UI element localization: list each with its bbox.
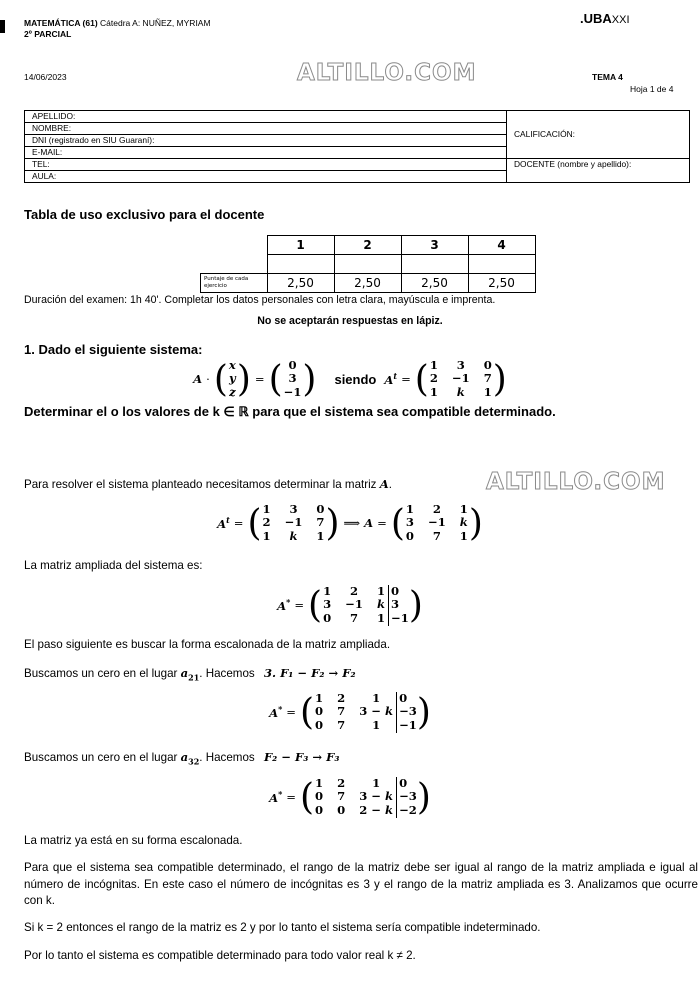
left-paren: ( bbox=[414, 358, 429, 400]
teacher-table-title: Tabla de uso exclusivo para el docente bbox=[24, 207, 265, 222]
vector-entries: x y z bbox=[228, 357, 236, 399]
equals-sign: = bbox=[377, 516, 387, 530]
matrix-a bbox=[391, 503, 483, 544]
equals-sign: = bbox=[294, 598, 305, 612]
matrix-entries: 1 2 1 0 7 3 − k 0 7 1 bbox=[315, 690, 394, 732]
augmented-matrix-2 bbox=[0, 690, 700, 734]
right-paren: ) bbox=[492, 358, 507, 400]
step-two-suffix: . Hacemos bbox=[199, 751, 255, 764]
augmented-column: 0 −3 −1 bbox=[396, 692, 417, 733]
matrix-entries: 1 3 0 2 −1 7 1 k 1 bbox=[262, 501, 325, 543]
duration-text: Duración del examen: 1h 40'. Completar los datos personales con letra clara, mayúscula e imprenta. bbox=[24, 294, 496, 306]
left-paren: ( bbox=[299, 691, 315, 733]
grade-cell[interactable] bbox=[267, 255, 334, 274]
matrix-entries: 1 2 1 3 −1 k 0 7 1 bbox=[405, 501, 468, 543]
calificacion-field[interactable]: CALIFICACIÓN: bbox=[507, 111, 690, 159]
matrix-entries: 1 2 1 0 7 3 − k 0 0 2 − k bbox=[315, 775, 394, 817]
matrix-entries: 1 2 1 3 −1 k 0 7 1 bbox=[323, 583, 386, 625]
exam-name: 2º PARCIAL bbox=[24, 29, 72, 39]
equals-sign: = bbox=[401, 372, 411, 386]
vector-xyz bbox=[214, 359, 251, 400]
apellido-field[interactable]: APELLIDO: bbox=[25, 111, 507, 123]
equals-sign: = bbox=[286, 790, 296, 804]
matrix-augmented bbox=[300, 777, 431, 818]
course-header bbox=[24, 18, 211, 40]
augmented-intro: La matriz ampliada del sistema es: bbox=[24, 559, 203, 572]
black-marker bbox=[0, 20, 5, 33]
augmented-symbol: A* bbox=[269, 704, 283, 720]
augmented-matrix-3 bbox=[0, 775, 700, 819]
vector-rhs bbox=[269, 359, 317, 400]
tel-field[interactable]: TEL: bbox=[25, 159, 507, 171]
step-one-text: Buscamos un cero en el lugar bbox=[24, 667, 178, 680]
matrix-a-symbol: A bbox=[193, 372, 203, 386]
transpose-equation bbox=[0, 501, 700, 545]
position-a21: $a_{21}$ bbox=[180, 666, 200, 683]
step-one bbox=[24, 666, 356, 682]
matrix-at-symbol: $A^t$ bbox=[217, 515, 230, 531]
matrix-at bbox=[415, 359, 507, 400]
row-operation-1: 3. F₁ − F₂ → F₂ bbox=[263, 666, 356, 680]
right-paren: ) bbox=[416, 691, 431, 733]
chair-name: Cátedra A: NUÑEZ, MYRIAM bbox=[97, 18, 211, 28]
equals-sign: = bbox=[254, 372, 265, 386]
course-name: MATEMÁTICA (61) bbox=[24, 18, 98, 28]
dni-field[interactable]: DNI (registrado en SIU Guaraní): bbox=[25, 135, 507, 147]
dot-operator: · bbox=[206, 372, 210, 386]
right-paren: ) bbox=[325, 502, 340, 544]
problem-system bbox=[0, 358, 700, 400]
score-value: 2,50 bbox=[401, 274, 468, 293]
augmented-column: 0 −3 −2 bbox=[396, 777, 417, 818]
score-value: 2,50 bbox=[267, 274, 334, 293]
problem-task: Determinar el o los valores de k ∈ ℝ para que el sistema sea compatible determinado. bbox=[24, 404, 556, 419]
step-two-text: Buscamos un cero en el lugar bbox=[24, 751, 178, 764]
equals-sign: = bbox=[286, 705, 296, 719]
step-intro: El paso siguiente es buscar la forma escalonada de la matriz ampliada. bbox=[24, 638, 391, 651]
right-paren: ) bbox=[468, 502, 483, 544]
equals-sign: = bbox=[233, 516, 244, 530]
step-two bbox=[24, 750, 339, 766]
nombre-field[interactable]: NOMBRE: bbox=[25, 123, 507, 135]
solution-intro: Para resolver el sistema planteado necesitamos determinar la matriz A. bbox=[24, 477, 392, 491]
augmented-column: 0 3 −1 bbox=[388, 585, 409, 626]
conclusion: Por lo tanto el sistema es compatible determinado para todo valor real k ≠ 2. bbox=[24, 949, 416, 962]
k-equals-two: Si k = 2 entonces el rango de la matriz es 2 y por lo tanto el sistema sería compatible indeterminado. bbox=[24, 921, 541, 934]
docente-field[interactable]: DOCENTE (nombre y apellido): bbox=[507, 159, 690, 183]
matrix-augmented bbox=[308, 585, 423, 626]
pencil-warning: No se aceptarán respuestas en lápiz. bbox=[257, 315, 443, 327]
right-paren: ) bbox=[408, 584, 423, 626]
matrix-at bbox=[248, 503, 340, 544]
matrix-entries: 1 3 0 2 −1 7 1 k 1 bbox=[429, 357, 492, 399]
personal-data-table bbox=[24, 110, 690, 183]
left-paren: ( bbox=[247, 502, 262, 544]
aula-field[interactable]: AULA: bbox=[25, 171, 507, 183]
matrix-a-symbol: A bbox=[379, 477, 389, 491]
augmented-matrix-1 bbox=[0, 583, 700, 627]
step-one-suffix: . Hacemos bbox=[199, 667, 255, 680]
right-paren: ) bbox=[302, 358, 317, 400]
row-operation-2: F₂ − F₃ → F₃ bbox=[263, 750, 340, 764]
score-table bbox=[200, 235, 536, 293]
left-paren: ( bbox=[299, 776, 315, 818]
grade-cell[interactable] bbox=[468, 255, 535, 274]
grade-cell[interactable] bbox=[334, 255, 401, 274]
rank-explanation: Para que el sistema sea compatible determinado, el rango de la matriz debe ser igual al rango de la matriz ampliada e igual al número de incógnitas. En este caso el número de incógnitas es 3 y el rango de la matriz ampliada es 3. Analizamos que ocurre con k. bbox=[24, 861, 698, 907]
grade-cell[interactable] bbox=[401, 255, 468, 274]
email-field[interactable]: E-MAIL: bbox=[25, 147, 507, 159]
uba-logo-text: .UBA bbox=[580, 11, 612, 26]
left-paren: ( bbox=[213, 358, 228, 400]
left-paren: ( bbox=[308, 584, 323, 626]
watermark-logo: ALTILLO.COM bbox=[486, 469, 666, 495]
score-col-2: 2 bbox=[334, 236, 401, 255]
solution-intro-text: Para resolver el sistema planteado necesitamos determinar la matriz bbox=[24, 478, 377, 491]
exam-date: 14/06/2023 bbox=[24, 72, 67, 82]
matrix-augmented bbox=[300, 692, 431, 733]
score-row-label: Puntaje de cada ejercicio bbox=[201, 274, 268, 293]
tema-label: TEMA 4 bbox=[592, 72, 623, 82]
matrix-at-symbol: $A^t$ bbox=[384, 371, 398, 387]
score-col-3: 3 bbox=[401, 236, 468, 255]
echelon-done: La matriz ya está en su forma escalonada. bbox=[24, 834, 243, 847]
right-paren: ) bbox=[236, 358, 251, 400]
score-col-1: 1 bbox=[267, 236, 334, 255]
augmented-symbol: A* bbox=[269, 789, 283, 805]
score-col-4: 4 bbox=[468, 236, 535, 255]
augmented-symbol: A* bbox=[277, 597, 291, 613]
page-counter: Hoja 1 de 4 bbox=[630, 84, 674, 94]
score-value: 2,50 bbox=[468, 274, 535, 293]
score-value: 2,50 bbox=[334, 274, 401, 293]
position-a32: $a_{32}$ bbox=[180, 750, 200, 767]
siendo-word: siendo bbox=[334, 371, 377, 387]
uba-logo bbox=[580, 11, 630, 26]
left-paren: ( bbox=[390, 502, 405, 544]
problem-intro: 1. Dado el siguiente sistema: bbox=[24, 342, 203, 357]
watermark-logo: ALTILLO.COM bbox=[297, 60, 477, 86]
left-paren: ( bbox=[268, 358, 283, 400]
vector-entries: 0 3 −1 bbox=[283, 357, 302, 399]
implies-arrow: ⟹ bbox=[343, 516, 361, 530]
matrix-a-symbol: A bbox=[364, 516, 374, 530]
uba-logo-suffix: XXI bbox=[611, 14, 630, 26]
right-paren: ) bbox=[416, 776, 431, 818]
